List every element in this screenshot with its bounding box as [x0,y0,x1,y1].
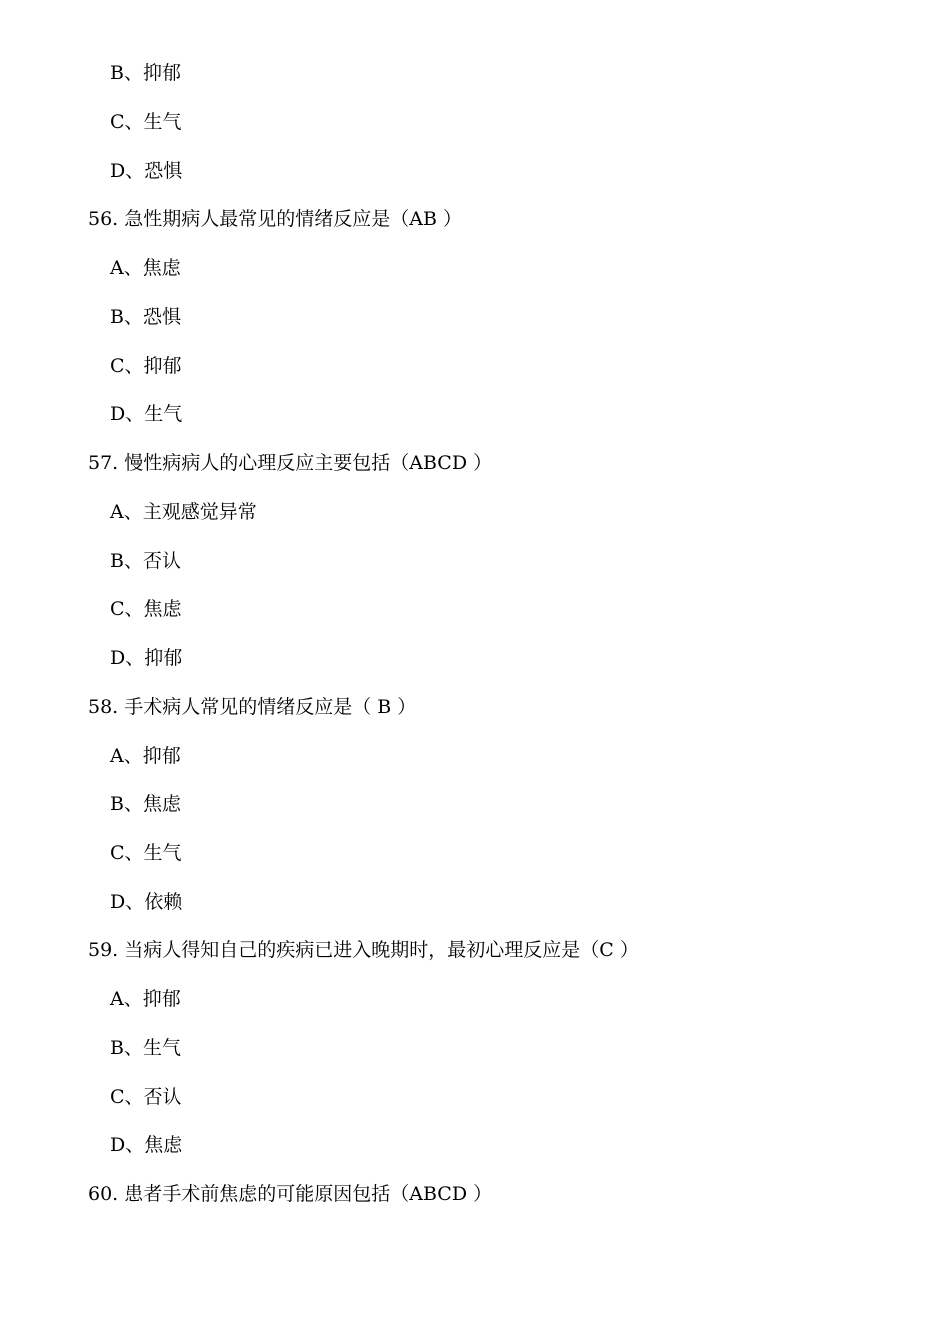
option-line: C、生气 [110,842,182,864]
question-59: 59. 当病人得知自己的疾病已进入晚期时，最初心理反应是（C ） [88,939,639,961]
option-line: C、抑郁 [110,355,182,377]
option-line: D、恐惧 [110,160,183,182]
option-line: A、抑郁 [110,988,181,1010]
option-line: D、依赖 [110,891,183,913]
option-line: B、否认 [110,550,181,572]
option-line: A、抑郁 [110,745,181,767]
option-line: C、否认 [110,1086,182,1108]
option-line: A、主观感觉异常 [110,501,257,523]
option-line: D、抑郁 [110,647,183,669]
option-line: B、生气 [110,1037,181,1059]
option-line: B、抑郁 [110,62,181,84]
option-line: D、生气 [110,403,183,425]
option-line: C、焦虑 [110,598,182,620]
question-58: 58. 手术病人常见的情绪反应是（ B ） [88,696,417,718]
option-line: B、恐惧 [110,306,181,328]
question-60: 60. 患者手术前焦虑的可能原因包括（ABCD ） [88,1183,493,1205]
question-57: 57. 慢性病病人的心理反应主要包括（ABCD ） [88,452,493,474]
option-line: C、生气 [110,111,182,133]
question-56: 56. 急性期病人最常见的情绪反应是（AB ） [88,208,462,230]
option-line: A、焦虑 [110,257,181,279]
option-line: D、焦虑 [110,1134,183,1156]
option-line: B、焦虑 [110,793,181,815]
